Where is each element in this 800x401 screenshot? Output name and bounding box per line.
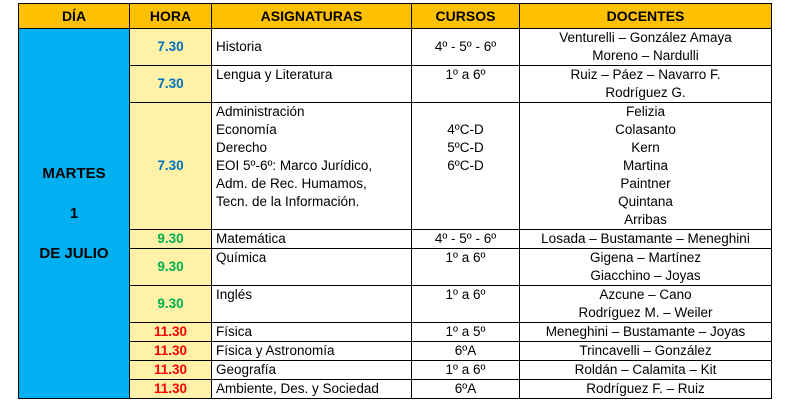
hora-cell: 9.30 [130, 249, 212, 286]
docente-line: Roldán – Calamita – Kit [574, 362, 717, 377]
asignatura-line: Historia [216, 39, 262, 54]
table-row [19, 103, 772, 230]
docente-line: Trincavelli – González [579, 343, 712, 358]
curso-line: 1º a 5º [445, 324, 486, 339]
curso-line: 1º a 6º [445, 362, 486, 377]
docente-line: Venturelli – González Amaya [559, 30, 732, 45]
curso-line: 1º a 6º [445, 287, 486, 302]
hora-cell: 7.30 [130, 103, 212, 230]
asignatura-line: Administración [216, 104, 305, 119]
asignatura-line: Derecho [216, 140, 268, 155]
curso-cell [412, 103, 520, 230]
docentes-cell [520, 361, 772, 380]
curso-cell [412, 66, 520, 103]
docente-line: Losada – Bustamante – Meneghini [541, 231, 750, 246]
docente-line: Quintana [618, 194, 673, 209]
table-row [19, 323, 772, 342]
asignatura-cell [212, 230, 412, 249]
header-hora: HORA [130, 4, 212, 29]
curso-line: 6ºA [454, 381, 477, 396]
day-cell [19, 29, 130, 399]
header-row [19, 4, 772, 29]
asignatura-cell [212, 361, 412, 380]
hora-cell: 7.30 [130, 66, 212, 103]
docente-line: Rodríguez G. [605, 85, 686, 100]
docente-line: Arribas [624, 212, 667, 227]
asignatura-cell [212, 342, 412, 361]
asignatura-cell [212, 323, 412, 342]
curso-line: 6ºA [454, 343, 477, 358]
docente-line: Rodríguez F. – Ruiz [586, 381, 705, 396]
curso-cell [412, 361, 520, 380]
day-number: 1 [69, 204, 79, 222]
table-row [19, 380, 772, 399]
docente-line: Moreno – Nardulli [592, 48, 699, 63]
docentes-cell [520, 29, 772, 66]
table-row [19, 249, 772, 286]
header-dia: DÍA [19, 4, 130, 29]
hora-cell: 9.30 [130, 286, 212, 323]
asignatura-line: Física y Astronomía [216, 343, 335, 358]
docentes-cell [520, 66, 772, 103]
curso-line: 6ºC-D [447, 158, 484, 173]
asignatura-line: Química [216, 250, 267, 265]
hora-cell: 11.30 [130, 380, 212, 399]
docente-line: Kern [631, 140, 660, 155]
docentes-cell [520, 323, 772, 342]
docentes-cell [520, 103, 772, 230]
docente-line: Martina [622, 158, 668, 173]
docente-line: Felizia [625, 104, 665, 119]
hora-cell: 9.30 [130, 230, 212, 249]
curso-cell [412, 29, 520, 66]
asignatura-cell [212, 380, 412, 399]
asignatura-line: Lengua y Literatura [216, 67, 333, 82]
curso-line: 4º - 5º - 6º [434, 231, 497, 246]
asignatura-cell [212, 286, 412, 323]
asignatura-cell [212, 29, 412, 66]
curso-cell [412, 323, 520, 342]
header-asignaturas: ASIGNATURAS [212, 4, 412, 29]
table-row [19, 29, 772, 66]
docentes-cell [520, 286, 772, 323]
asignatura-cell [212, 66, 412, 103]
docentes-cell [520, 380, 772, 399]
curso-line: 1º a 6º [445, 250, 486, 265]
docentes-cell [520, 249, 772, 286]
curso-line: 4º - 5º - 6º [434, 39, 497, 54]
asignatura-line: Economía [216, 122, 277, 137]
schedule-table [18, 3, 772, 399]
day-weekday: MARTES [42, 164, 106, 182]
asignatura-cell [212, 249, 412, 286]
curso-line: 1º a 6º [445, 67, 486, 82]
table-row [19, 286, 772, 323]
table-row [19, 66, 772, 103]
docente-line: Paintner [620, 176, 671, 191]
hora-cell: 11.30 [130, 323, 212, 342]
hora-cell: 11.30 [130, 342, 212, 361]
table-row [19, 342, 772, 361]
curso-line: 5ºC-D [447, 140, 484, 155]
asignatura-line: Adm. de Rec. Humamos, [216, 176, 367, 191]
docente-line: Gigena – Martínez [589, 250, 702, 265]
curso-cell [412, 249, 520, 286]
asignatura-line: EOI 5º-6º: Marco Jurídico, [216, 158, 373, 173]
docente-line: Rodríguez M. – Weiler [578, 305, 713, 320]
docentes-cell [520, 230, 772, 249]
docente-line: Azcune – Cano [599, 287, 692, 302]
docente-line: Ruiz – Páez – Navarro F. [570, 67, 721, 82]
header-docentes: DOCENTES [520, 4, 772, 29]
asignatura-line: Matemática [216, 231, 286, 246]
asignatura-cell [212, 103, 412, 230]
docente-line: Giacchino – Joyas [590, 268, 701, 283]
asignatura-line: Inglés [216, 287, 253, 302]
docente-line: Colasanto [615, 122, 676, 137]
hora-cell: 7.30 [130, 29, 212, 66]
header-cursos: CURSOS [412, 4, 520, 29]
curso-cell [412, 380, 520, 399]
curso-cell [412, 342, 520, 361]
asignatura-line: Física [216, 324, 253, 339]
hora-cell: 11.30 [130, 361, 212, 380]
curso-line: 4ºC-D [447, 122, 484, 137]
table-row [19, 230, 772, 249]
docentes-cell [520, 342, 772, 361]
curso-cell [412, 286, 520, 323]
table-row [19, 361, 772, 380]
curso-cell [412, 230, 520, 249]
asignatura-line: Geografía [216, 362, 277, 377]
docente-line: Meneghini – Bustamante – Joyas [545, 324, 746, 339]
asignatura-line: Ambiente, Des. y Sociedad [216, 381, 379, 396]
day-month: DE JULIO [39, 244, 109, 262]
asignatura-line: Tecn. de la Información. [216, 194, 360, 209]
